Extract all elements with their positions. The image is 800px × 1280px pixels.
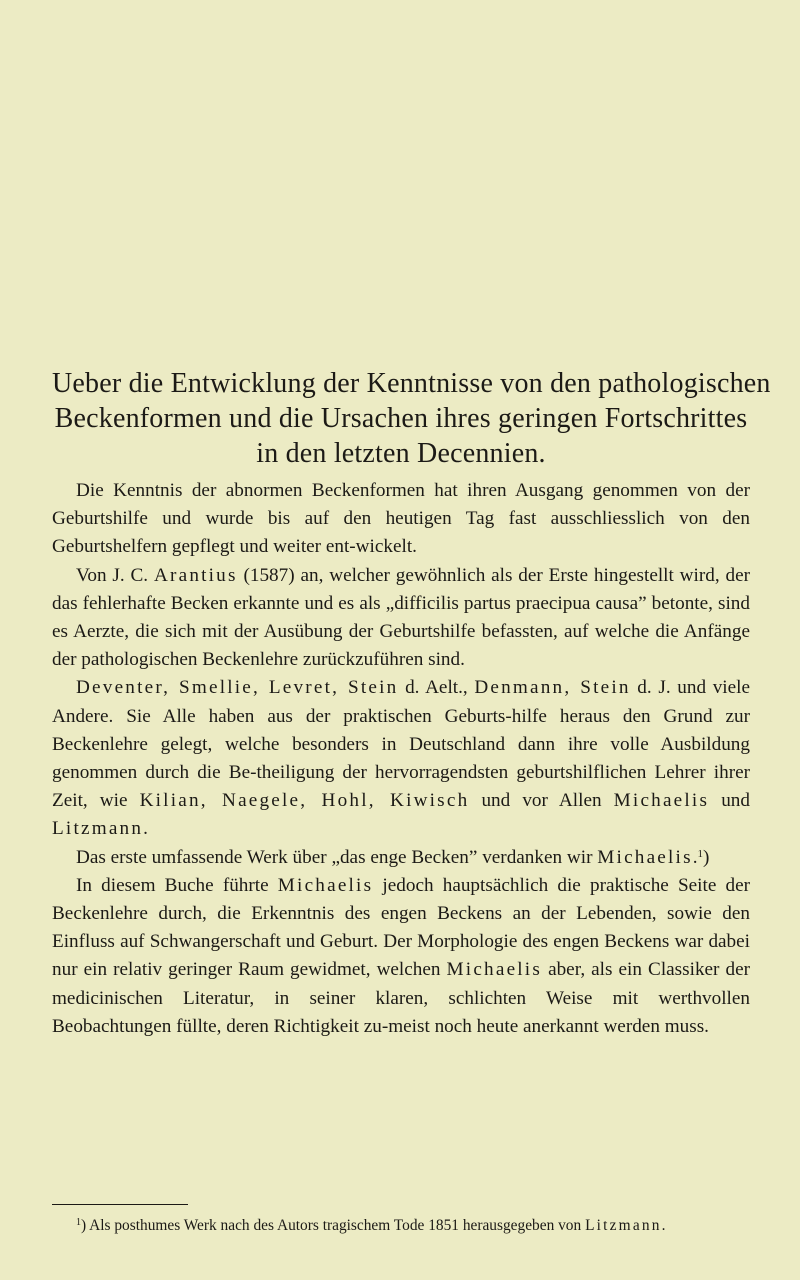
author-name: Michaelis (613, 790, 710, 812)
paragraph-5: In diesem Buche führte Michaelis jedoch hauptsächlich die praktische Seite der Beckenlehre durch, die Erkenntnis des engen Beckens an der Lebenden, sowie den Einfluss auf Schwangerschaft und Geburt. Der Morphologie des engen Beckens war dabei nur ein relativ geringer Raum gewidmet, welchen Michaelis aber, als ein Classiker der medicinischen Literatur, in seiner klaren, schlichten Weise mit werthvollen Beobachtungen füllte, deren Richtigkeit zu-meist noch heute anerkannt werden muss. (52, 874, 750, 1037)
paragraph-2: Von J. C. Arantius (1587) an, welcher gewöhnlich als der Erste hingestellt wird, der das fehlerhafte Becken erkannte und es als „difficilis partus praecipua causa” betonte, sind es Aerzte, die sich mit der Ausübung der Geburtshilfe befassten, auf welche die Anfänge der pathologischen Beckenlehre zurückzuführen sind. (52, 564, 750, 671)
footnote: $^1$) Als posthumes Werk nach des Autors tragischem Tode 1851 herausgegeben von Litzmann. (76, 1217, 666, 1234)
author-name: Michaelis (446, 959, 543, 981)
author-name: Arantius (153, 564, 238, 586)
author-name: Michaelis (597, 846, 693, 868)
book-page (52, 0, 771, 1280)
title-line-2: Beckenformen und die Ursachen ihres geringen Fortschrittes (54, 403, 748, 434)
paragraph-1: Die Kenntnis der abnormen Beckenformen hat ihren Ausgang genommen von der Geburtshilfe und wurde bis auf den heutigen Tag fast ausschliesslich von den Geburtshelfern gepflegt und weiter ent-wickelt. (52, 480, 750, 558)
body-text (52, 477, 750, 1041)
title-line-3: in den letzten Decennien. (256, 438, 546, 469)
paragraph-3: Deventer, Smellie, Levret, Stein d. Aelt., Denmann, Stein d. J. und viele Andere. Sie Alle haben aus der praktischen Geburts-hilfe heraus den Grund zur Beckenlehre gelegt, welche besonders in Deutschland dann ihre volle Ausbildung genommen durch die Be-theiligung der hervorragendsten geburtshilflichen Lehrer ihrer Zeit, wie Kilian, Naegele, Hohl, Kiwisch und vor Allen Michaelis und Litzmann. (52, 677, 750, 840)
footnote-number: 1 (76, 1217, 81, 1228)
author-names: Kilian, Naegele, Hohl, Kiwisch (139, 790, 470, 812)
chapter-title (52, 366, 771, 471)
footnote-marker: 1 (697, 847, 704, 860)
paragraph-4: Das erste umfassende Werk über „das enge Becken” verdanken wir Michaelis.$^1$) (76, 846, 710, 868)
title-line-1: Ueber die Entwicklung der Kenntnisse von den pathologischen (52, 368, 771, 399)
footnote-divider (52, 1204, 188, 1205)
author-name: Litzmann (52, 818, 144, 840)
author-names: Denmann, Stein (474, 677, 631, 699)
author-names: Deventer, Smellie, Levret, Stein (76, 677, 399, 699)
author-name: Litzmann (585, 1217, 662, 1234)
author-name: Michaelis (277, 874, 374, 896)
